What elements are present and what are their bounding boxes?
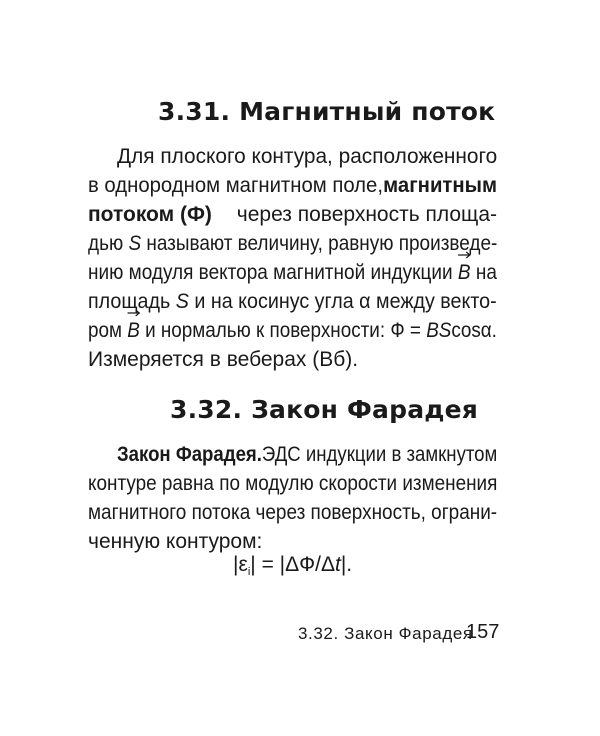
- section-title-magnetic-flux: 3.31. Магнитный поток: [158, 97, 496, 126]
- paragraph-line: магнитного потока через поверхность, ограни-: [88, 501, 498, 524]
- paragraph-line: дью S называют величину, равную произведе-: [88, 232, 498, 255]
- faraday-formula: $|\varepsilon_i| = |\Delta Ф/\Delta t|$.: [233, 553, 353, 578]
- vector-b: B: [458, 259, 471, 287]
- paragraph-line: нию модуля вектора магнитной индукции B на: [88, 259, 497, 287]
- running-head: 3.32. Закон Фарадея: [298, 624, 473, 643]
- paragraph-line: Измеряется в веберах (Вб).: [88, 348, 359, 371]
- paragraph-line: площадь S и на косинус угла α между векто-: [88, 290, 497, 313]
- page-number: 157: [466, 621, 500, 643]
- section-title-faraday-law: 3.32. Закон Фарадея: [170, 395, 479, 424]
- vector-b: B: [127, 317, 140, 345]
- term-faraday-law: Закон Фарадея.: [117, 443, 262, 466]
- paragraph-line: ром B и нормалью к поверхности: Ф = BScosα.: [88, 317, 497, 345]
- vector-arrow-icon: [126, 308, 140, 318]
- paragraph-line: в однородном магнитном поле, магнитным: [88, 172, 497, 200]
- paragraph-line: контуре равна по модулю скорости изменения: [88, 472, 498, 495]
- paragraph-line: ченную контуром:: [88, 530, 263, 553]
- term-magnetic-flux-symbol: потоком (Ф): [88, 203, 212, 226]
- vector-arrow-icon: [457, 250, 471, 260]
- term-magnetic-flux: магнитным: [383, 174, 497, 197]
- paragraph-line: Для плоского контура, расположенного: [117, 145, 498, 168]
- paragraph-line: Закон Фарадея. ЭДС индукции в замкнутом: [117, 441, 497, 469]
- paragraph-line: потоком (Ф) через поверхность площа-: [88, 201, 497, 229]
